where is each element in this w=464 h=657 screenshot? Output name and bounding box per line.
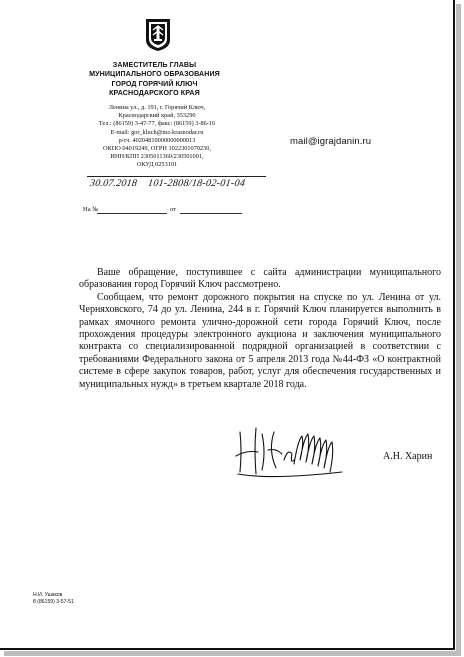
signer-name: А.Н. Харин	[383, 451, 433, 462]
reference-row	[83, 206, 98, 213]
address-line: Краснодарский край, 353290	[118, 112, 196, 120]
coat-of-arms-icon	[145, 18, 171, 52]
letter-body	[79, 267, 441, 391]
org-line: ГОРОД ГОРЯЧИЙ КЛЮЧ	[111, 79, 198, 88]
inn-line: ИНН/КПП 2305011360/230501001,	[110, 153, 204, 161]
reference-from-blank	[180, 213, 242, 214]
reference-from-label: от	[170, 206, 177, 213]
org-line: МУНИЦИПАЛЬНОГО ОБРАЗОВАНИЯ	[89, 70, 220, 79]
okud-line: ОКУД 0253101	[136, 161, 178, 169]
executor-info	[33, 592, 74, 606]
reference-from-row	[170, 206, 176, 213]
reference-no-label: На №	[83, 206, 99, 213]
org-line: ЗАМЕСТИТЕЛЬ ГЛАВЫ	[112, 61, 197, 69]
registration-number: 101-2808/18-02-01-04	[147, 178, 246, 189]
body-paragraph: Ваше обращение, поступившее с сайта администрации муниципального образования город Горячий Ключ рассмотрено.	[79, 267, 441, 291]
page-shadow-bottom	[4, 651, 456, 656]
organization-details	[72, 104, 242, 170]
phone-line: Тел.: (86159) 3-47-77, факс: (86159) 3-86-16	[98, 120, 216, 128]
body-paragraph: Сообщаем, что ремонт дорожного покрытия на спуске по ул. Ленина от ул. Черняховского, 74 до ул. Ленина, 244 в г. Горячий Ключ планируется выполнить в рамках ямочного ремонта улично-дорожной сети города Горячий Ключ, после прохождения процедуры электронного аукциона и заключения муниципального контракта со специализированной подрядной организацией в соответствии с требованиями Федерального закона от 5 апреля 2013 года №44-ФЗ «О контрактной системе в сфере закупок товаров, работ, услуг для обеспечения государственных и муниципальных нужд» в третьем квартале 2018 года.	[79, 291, 441, 390]
email-line: E-mail: gor_kluch@mo.krasnodar.ru	[110, 128, 204, 136]
executor-phone: 8 (86159) 3-57-51	[33, 599, 74, 606]
account-line: р/сч. 40204810000000000013	[118, 136, 196, 144]
okpo-line: ОКПО 04019249, ОГРН 1022301070230,	[102, 145, 212, 153]
registration-date: 30.07.2018	[89, 178, 138, 189]
page-shadow-right	[456, 4, 461, 656]
reference-no-blank	[97, 213, 167, 214]
org-line: КРАСНОДАРСКОГО КРАЯ	[109, 88, 200, 97]
executor-name: Н.И. Ушаков	[33, 592, 63, 598]
organization-name	[72, 61, 237, 98]
registration-underline	[87, 176, 266, 177]
recipient-email: mail@igrajdanin.ru	[290, 136, 372, 147]
address-line: Ленина ул., д. 191, г. Горячий Ключ,	[108, 104, 206, 111]
handwritten-signature	[232, 420, 357, 490]
